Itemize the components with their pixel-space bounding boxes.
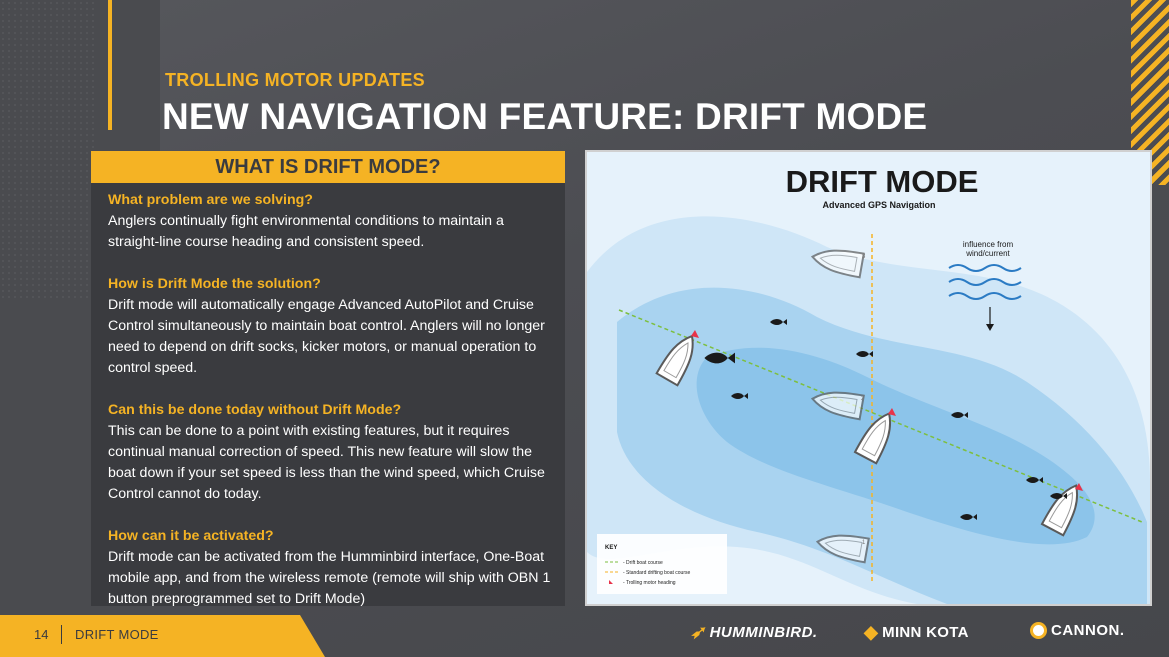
ghost-boat-number-1: 1 bbox=[862, 540, 866, 546]
slide-title: NEW NAVIGATION FEATURE: DRIFT MODE bbox=[162, 96, 928, 137]
accent-bar bbox=[108, 0, 112, 130]
key-item-2: - Standard drifting boat course bbox=[623, 570, 691, 576]
cannon-logo bbox=[1030, 622, 1125, 639]
answer-1: Anglers continually fight environmental conditions to maintain a straight-line course heading and consistent speed. bbox=[108, 213, 504, 250]
question-1: What problem are we solving? bbox=[108, 192, 313, 208]
page-number: 14 bbox=[34, 627, 49, 642]
footer-bar bbox=[0, 615, 325, 657]
diagram-subtitle: Advanced GPS Navigation bbox=[822, 200, 936, 210]
question-2: How is Drift Mode the solution? bbox=[108, 276, 321, 292]
ghost-boat-number-3: 3 bbox=[862, 254, 866, 260]
influence-label-1: influence from bbox=[962, 240, 1014, 249]
minn-kota-text: MINN KOTA bbox=[882, 624, 969, 641]
info-panel bbox=[91, 151, 565, 606]
cannon-icon bbox=[1030, 622, 1047, 639]
question-4: How can it be activated? bbox=[108, 528, 274, 544]
key-item-1: - Drift boat course bbox=[623, 560, 663, 566]
minn-kota-icon: ◆ bbox=[864, 622, 879, 642]
background-dots bbox=[0, 0, 95, 300]
key-item-3: - Trolling motor heading bbox=[623, 580, 676, 586]
ghost-boat-number-2: 2 bbox=[861, 396, 865, 402]
humminbird-logo bbox=[690, 622, 818, 643]
footer-label: DRIFT MODE bbox=[75, 627, 159, 642]
humminbird-text: HUMMINBIRD. bbox=[709, 624, 818, 641]
cannon-text: CANNON. bbox=[1051, 622, 1125, 639]
drift-mode-diagram bbox=[585, 150, 1152, 606]
answer-3: This can be done to a point with existing features, but it requires continual manual correction of speed. This new feature will slow the boat down if your set speed is less than the wind speed, which Cruise Control cannot do today. bbox=[108, 423, 545, 502]
answer-2: Drift mode will automatically engage Advanced AutoPilot and Cruise Control simultaneously to maintain boat control. Anglers will no longer need to depend on drift socks, kicker motors, or manual operation to control speed. bbox=[108, 297, 545, 376]
question-3: Can this be done today without Drift Mode? bbox=[108, 402, 402, 418]
panel-body bbox=[91, 183, 565, 610]
diagram-title: DRIFT MODE bbox=[785, 164, 979, 199]
panel-heading: WHAT IS DRIFT MODE? bbox=[91, 151, 565, 183]
answer-4: Drift mode can be activated from the Humminbird interface, One-Boat mobile app, and from the wireless remote (remote will ship with OBN 1 button preprogrammed set to Drift Mode) bbox=[108, 549, 551, 607]
hummingbird-icon: ➶ bbox=[690, 622, 706, 642]
slide-subtitle: TROLLING MOTOR UPDATES bbox=[165, 70, 425, 90]
minn-kota-logo bbox=[864, 622, 969, 643]
footer-divider bbox=[61, 625, 62, 644]
influence-label-2: wind/current bbox=[966, 249, 1010, 258]
key-title: KEY bbox=[605, 545, 618, 551]
